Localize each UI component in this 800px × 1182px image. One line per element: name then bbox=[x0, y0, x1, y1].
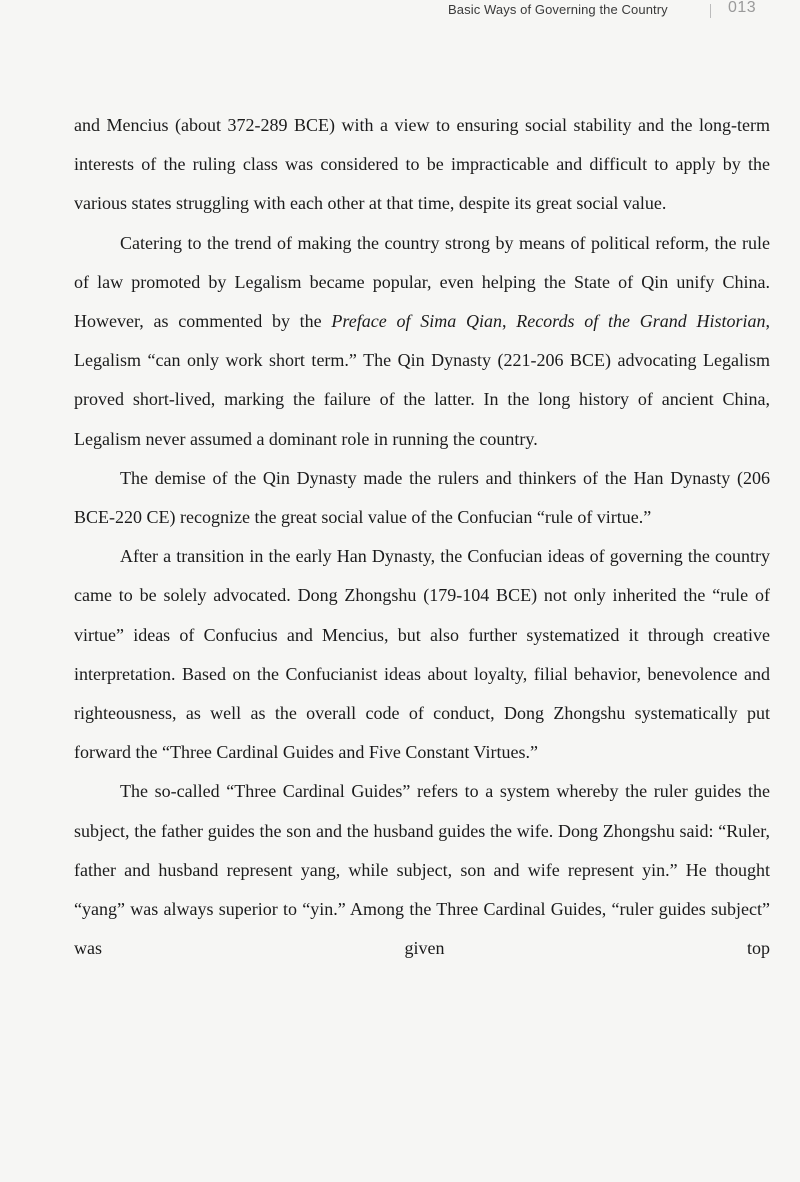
paragraph-1-continued: and Mencius (about 372-289 BCE) with a view to ensuring social stability and the long-term interests of the ruling class was considered to be impracticable and difficult to apply by the various states struggling with each other at that time, despite its great social value. bbox=[74, 115, 770, 214]
header-divider bbox=[710, 4, 711, 18]
page-body bbox=[74, 106, 770, 968]
paragraph-4: After a transition in the early Han Dynasty, the Confucian ideas of governing the country came to be solely advocated. Dong Zhongshu (179-104 BCE) not only inherited the “rule of virtue” ideas of Confucius and Mencius, but also further systematized it through creative interpretation. Based on the Confucianist ideas about loyalty, filial behavior, benevolence and righteousness, as well as the overall code of conduct, Dong Zhongshu systematically put forward the “Three Cardinal Guides and Five Constant Virtues.” bbox=[74, 546, 770, 763]
running-header bbox=[0, 0, 800, 30]
paragraph-2-separator: , bbox=[501, 311, 517, 332]
page-number: 013 bbox=[728, 0, 757, 16]
book-title-records: Records of the Grand Historian bbox=[516, 311, 766, 332]
book-title-preface: Preface of Sima Qian bbox=[331, 311, 502, 332]
paragraph-3: The demise of the Qin Dynasty made the rulers and thinkers of the Han Dynasty (206 BCE-220 CE) recognize the great social value of the Confucian “rule of virtue.” bbox=[74, 467, 770, 528]
running-header-title: Basic Ways of Governing the Country bbox=[448, 2, 668, 17]
paragraph-5: The so-called “Three Cardinal Guides” refers to a system whereby the ruler guides the subject, the father guides the son and the husband guides the wife. Dong Zhongshu said: “Ruler, father and husband represent yang, while subject, son and wife represent yin.” He thought “yang” was always superior to “yin.” Among the Three Cardinal Guides, “ruler guides subject” was given top bbox=[74, 781, 770, 959]
paragraph-2-text-after: , Legalism “can only work short term.” The Qin Dynasty (221-206 BCE) advocating Legalism proved short-lived, marking the failure of the latter. In the long history of ancient China, Legalism never assumed a dominant role in running the country. bbox=[74, 311, 770, 449]
paragraph-2 bbox=[74, 224, 770, 459]
paragraph-2-text-before: Catering to the trend of making the country strong by means of political reform, the rule of law promoted by Legalism became popular, even helping the State of Qin unify China. However, as commented by the bbox=[74, 232, 770, 332]
